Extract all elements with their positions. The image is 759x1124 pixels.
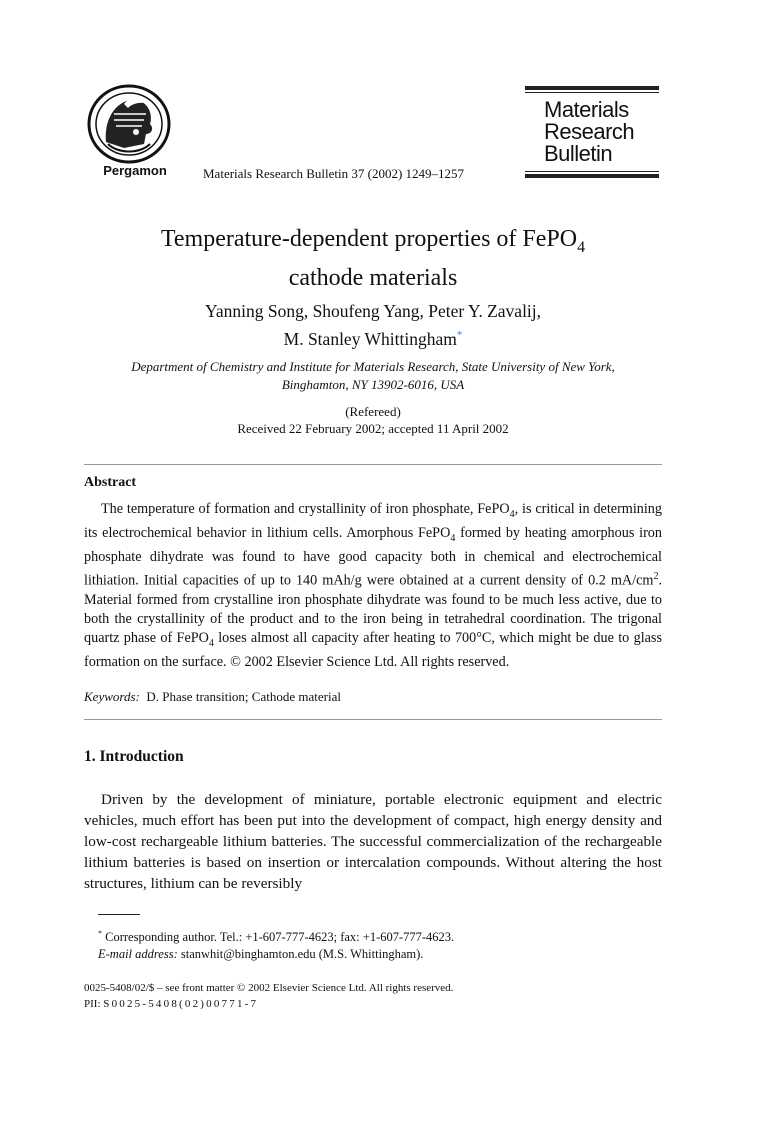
- abstract-heading: Abstract: [84, 475, 137, 490]
- pii-value: S0025-5408(02)00771-7: [103, 998, 259, 1010]
- authors-line-2: M. Stanley Whittingham: [283, 328, 457, 349]
- email-label: E-mail address:: [98, 947, 178, 962]
- issn-line: 0025-5408/02/$ – see front matter © 2002 Elsevier Science Ltd. All rights reserved.: [84, 982, 454, 994]
- subscript: 4: [450, 532, 456, 544]
- keywords-value: D. Phase transition; Cathode material: [146, 689, 341, 704]
- front-matter-notes: [84, 980, 453, 1012]
- footnote-mark: *: [98, 929, 102, 938]
- affiliation-line-2: Binghamton, NY 13902-6016, USA: [281, 377, 465, 392]
- abstract-part: formed by heating amorphous iron phosphate dihydrate was found to have good capacity both in chemical and electrochemical lithiation. Initial capacities of up to 140 mAh/g were obtained at a current density of 0.2 mA/cm: [84, 524, 662, 589]
- title-line-2: cathode materials: [288, 264, 458, 291]
- superscript: 2: [653, 570, 659, 582]
- pii-label: PII:: [84, 998, 101, 1010]
- journal-logo: [525, 86, 659, 178]
- journal-logo-bottom-rule: [525, 171, 659, 178]
- abstract-part: , is critical in determining its electrochemical behavior in lithium cells. Amorphous FePO: [84, 501, 662, 541]
- section-body: Driven by the development of miniature, portable electronic equipment and electric vehicles, much effort has been put into the development of compact, high energy density and low-cost rechargeable lithium batteries. The successful commercialization of the rechargeable lithium batteries is based on insertion or intercalation compounds. Without altering the host structures, lithium can be reversibly: [84, 791, 662, 892]
- email-value[interactable]: stanwhit@binghamton.edu (M.S. Whittingham).: [180, 947, 424, 962]
- refereed-note: (Refereed): [345, 404, 401, 419]
- divider: [84, 719, 662, 720]
- title-subscript: 4: [577, 238, 586, 256]
- journal-logo-line: Research: [544, 119, 635, 144]
- publisher-name: Pergamon: [103, 163, 167, 178]
- abstract-part: . Material formed from crystalline iron phosphate dihydrate was found to be much less active, due to both the crystallinity of the product and to the iron being in tetrahedral coordination. The trigonal quartz phase of FePO: [84, 572, 662, 646]
- affiliation-line-1: Department of Chemistry and Institute for Materials Research, State University of New York,: [131, 359, 615, 374]
- subscript: 4: [208, 637, 214, 649]
- footnote: [98, 925, 454, 963]
- article-history: [84, 403, 662, 437]
- affiliation: [84, 358, 662, 394]
- footnote-corresponding: Corresponding author. Tel.: +1-607-777-4623; fax: +1-607-777-4623.: [105, 930, 455, 945]
- journal-logo-top-rule: [525, 86, 659, 93]
- received-accepted-dates: Received 22 February 2002; accepted 11 April 2002: [237, 421, 509, 436]
- abstract-text: [84, 500, 662, 672]
- author-list: [84, 299, 662, 351]
- authors-line-1: Yanning Song, Shoufeng Yang, Peter Y. Zavalij,: [204, 301, 542, 321]
- title-line-1: Temperature-dependent properties of FePO: [160, 226, 578, 252]
- pergamon-emblem-icon: [84, 84, 174, 164]
- abstract-part: loses almost all capacity after heating to 700°C, which might be due to glass formation on the surface. © 2002 Elsevier Science Ltd. All rights reserved.: [84, 629, 662, 670]
- journal-logo-line: Materials: [544, 97, 629, 122]
- subscript: 4: [509, 508, 515, 520]
- keywords: [84, 689, 341, 705]
- keywords-label: Keywords:: [84, 689, 140, 704]
- abstract-part: The temperature of formation and crystallinity of iron phosphate, FePO: [101, 501, 510, 517]
- corresponding-author-mark[interactable]: *: [456, 329, 463, 341]
- journal-logo-line: Bulletin: [544, 141, 613, 166]
- divider: [84, 464, 662, 465]
- journal-citation: Materials Research Bulletin 37 (2002) 1249–1257: [203, 166, 465, 181]
- article-title: [84, 224, 662, 293]
- footnote-rule: [98, 914, 140, 915]
- section-heading: 1. Introduction: [84, 748, 184, 765]
